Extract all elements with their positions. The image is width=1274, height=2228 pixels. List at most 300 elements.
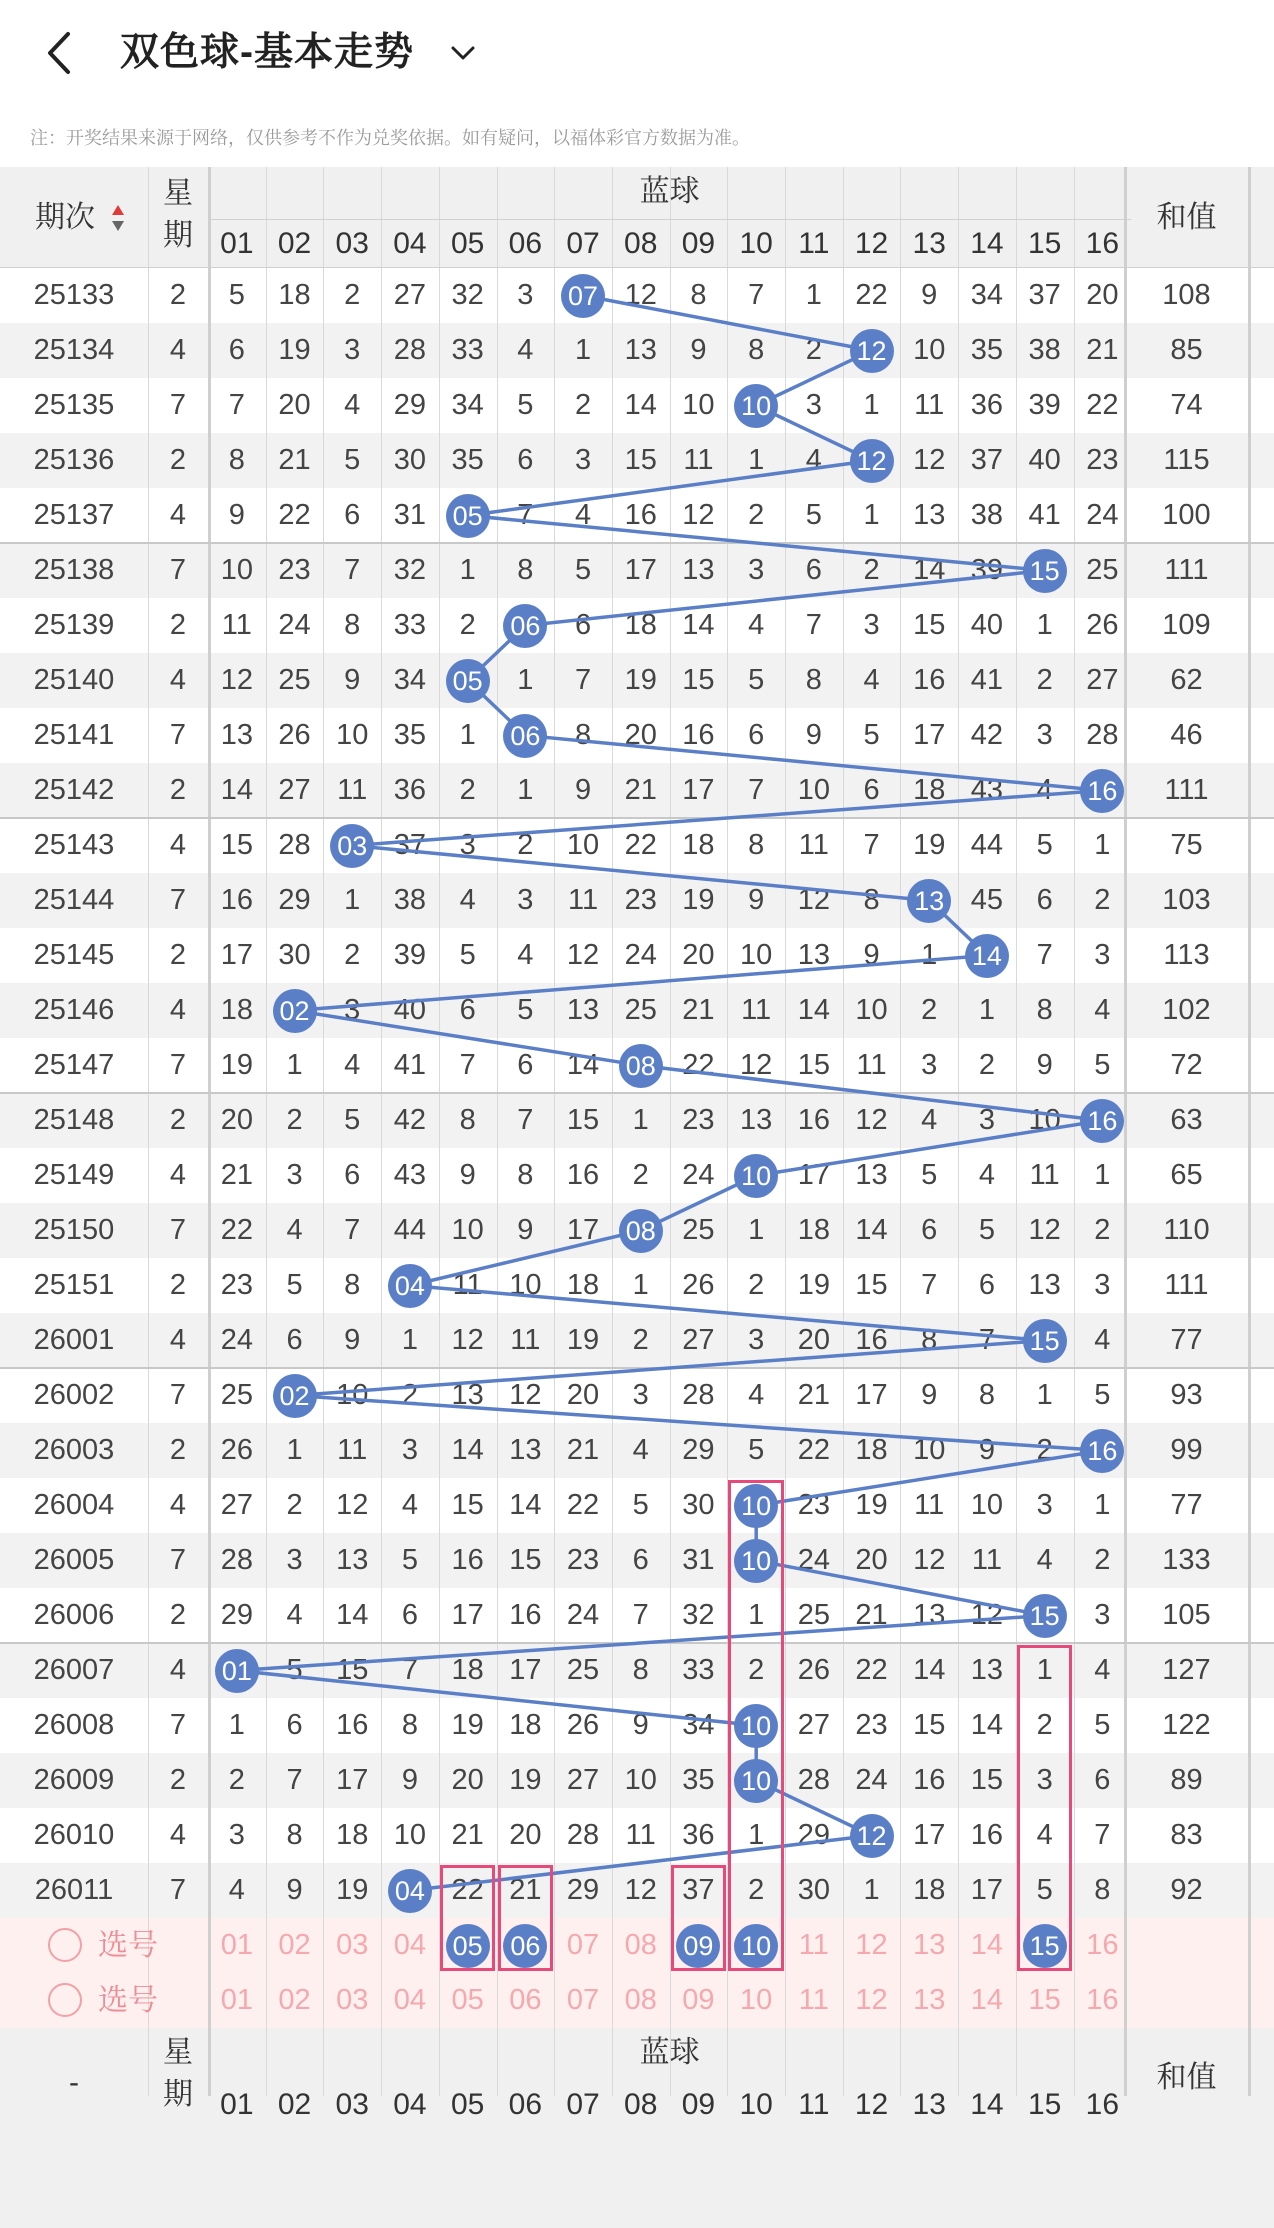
highlight-box-05 <box>440 1865 496 1971</box>
omission-value: 25 <box>1086 554 1119 586</box>
pick-number[interactable]: 10 <box>740 1984 773 2016</box>
omission-value: 5 <box>1036 829 1053 861</box>
omission-value: 12 <box>624 279 657 311</box>
omission-value: 18 <box>336 1819 369 1851</box>
omission-value: 7 <box>978 1324 995 1356</box>
omission-value: 29 <box>220 1599 253 1631</box>
omission-value: 28 <box>566 1819 600 1851</box>
highlight-box-15 <box>1017 1645 1073 1971</box>
omission-value: 25 <box>566 1654 600 1686</box>
omission-value: 10 <box>451 1214 484 1246</box>
back-arrow-icon[interactable] <box>38 28 82 78</box>
pick-number[interactable]: 14 <box>970 1984 1004 2016</box>
omission-value: 19 <box>509 1764 542 1796</box>
footer-blue: 蓝球 <box>639 2036 700 2069</box>
omission-value: 31 <box>682 1544 715 1576</box>
omission-value: 5 <box>805 499 822 531</box>
omission-value: 1 <box>748 1819 765 1851</box>
omission-value: 1 <box>863 1874 880 1906</box>
drawn-ball: 16 <box>1080 1429 1124 1473</box>
row-week: 7 <box>169 1874 187 1906</box>
pick-number[interactable]: 03 <box>336 1929 369 1961</box>
omission-value: 25 <box>220 1379 253 1411</box>
sort-icon[interactable] <box>110 203 126 233</box>
omission-value: 5 <box>978 1214 995 1246</box>
row-week: 4 <box>169 1819 187 1851</box>
omission-value: 35 <box>451 444 484 476</box>
omission-value: 20 <box>509 1819 542 1851</box>
selected-number-ball[interactable]: 10 <box>734 1924 778 1968</box>
omission-value: 3 <box>978 1104 995 1136</box>
omission-value: 14 <box>336 1599 369 1631</box>
omission-value: 8 <box>401 1709 418 1741</box>
trend-table <box>0 167 1274 2121</box>
omission-value: 2 <box>921 994 938 1026</box>
chevron-down-icon[interactable] <box>446 36 480 70</box>
omission-value: 12 <box>682 499 715 531</box>
row-period: 26006 <box>33 1599 115 1631</box>
pick-number[interactable]: 01 <box>220 1984 253 2016</box>
row-sum: 111 <box>1164 1269 1209 1301</box>
select-radio[interactable] <box>48 1983 82 2017</box>
pick-number[interactable]: 07 <box>566 1984 600 2016</box>
omission-value: 9 <box>344 1324 361 1356</box>
omission-value: 11 <box>337 774 368 806</box>
row-sum: 109 <box>1162 609 1211 641</box>
row-sum: 93 <box>1170 1379 1203 1411</box>
omission-value: 16 <box>566 1159 600 1191</box>
omission-value: 3 <box>1036 719 1053 751</box>
drawn-ball: 16 <box>1080 769 1124 813</box>
omission-value: 12 <box>913 444 946 476</box>
omission-value: 1 <box>401 1324 418 1356</box>
row-period: 26010 <box>33 1819 115 1851</box>
row-period: 26005 <box>33 1544 115 1576</box>
omission-value: 36 <box>970 389 1004 421</box>
omission-value: 5 <box>344 444 361 476</box>
row-period: 25136 <box>33 444 115 476</box>
omission-value: 16 <box>624 499 657 531</box>
row-week: 2 <box>169 774 187 806</box>
omission-value: 10 <box>220 554 253 586</box>
omission-value: 33 <box>682 1654 715 1686</box>
omission-value: 15 <box>451 1489 484 1521</box>
omission-value: 9 <box>921 1379 938 1411</box>
omission-value: 36 <box>393 774 427 806</box>
omission-value: 41 <box>1028 499 1061 531</box>
omission-value: 9 <box>978 1434 995 1466</box>
omission-value: 33 <box>393 609 427 641</box>
row-period: 26011 <box>34 1874 114 1906</box>
row-week: 4 <box>169 1324 187 1356</box>
drawn-ball: 12 <box>850 439 894 483</box>
omission-value: 6 <box>517 1049 534 1081</box>
drawn-ball: 15 <box>1023 1594 1067 1638</box>
row-sum: 46 <box>1170 719 1203 751</box>
omission-value: 1 <box>459 719 476 751</box>
col-header-number: 02 <box>277 227 312 260</box>
omission-value: 15 <box>624 444 657 476</box>
omission-value: 27 <box>566 1764 600 1796</box>
omission-value: 1 <box>517 774 534 806</box>
omission-value: 10 <box>855 994 888 1026</box>
row-week: 4 <box>169 334 187 366</box>
omission-value: 6 <box>517 444 534 476</box>
omission-value: 10 <box>336 1379 369 1411</box>
pick-number[interactable]: 08 <box>624 1929 657 1961</box>
omission-value: 7 <box>574 664 592 696</box>
footer-col-number: 11 <box>798 2088 830 2121</box>
row-period: 25138 <box>33 554 115 586</box>
row-period: 25142 <box>33 774 115 806</box>
pick-number[interactable]: 12 <box>855 1929 888 1961</box>
omission-value: 17 <box>682 774 715 806</box>
omission-value: 22 <box>624 829 657 861</box>
omission-value: 2 <box>401 1379 418 1411</box>
col-header-number: 04 <box>393 227 427 260</box>
footer-col-number: 09 <box>681 2088 716 2121</box>
pick-number[interactable]: 04 <box>393 1984 427 2016</box>
pick-number[interactable]: 03 <box>336 1984 369 2016</box>
omission-value: 13 <box>740 1104 773 1136</box>
row-period: 25146 <box>33 994 115 1026</box>
omission-value: 17 <box>797 1159 830 1191</box>
omission-value: 26 <box>797 1654 830 1686</box>
row-sum: 100 <box>1162 499 1211 531</box>
omission-value: 27 <box>220 1489 253 1521</box>
omission-value: 43 <box>970 774 1004 806</box>
omission-value: 12 <box>220 664 253 696</box>
omission-value: 7 <box>632 1599 649 1631</box>
row-week: 7 <box>169 1049 187 1081</box>
omission-value: 22 <box>451 1874 484 1906</box>
omission-value: 9 <box>748 884 765 916</box>
row-period: 25148 <box>33 1104 115 1136</box>
col-header-period[interactable]: 期次 <box>35 201 95 234</box>
omission-value: 10 <box>913 1434 946 1466</box>
omission-value: 17 <box>509 1654 542 1686</box>
omission-value: 21 <box>624 774 657 806</box>
omission-value: 11 <box>914 1489 945 1521</box>
drawn-ball: 15 <box>1023 549 1067 593</box>
omission-value: 12 <box>624 1874 657 1906</box>
omission-value: 21 <box>278 444 311 476</box>
omission-value: 18 <box>624 609 657 641</box>
omission-value: 16 <box>682 719 715 751</box>
pick-row-label[interactable]: 选号 <box>98 1984 158 2017</box>
omission-value: 9 <box>517 1214 534 1246</box>
omission-value: 8 <box>748 334 765 366</box>
pick-number[interactable]: 16 <box>1086 1984 1119 2016</box>
col-header-number: 15 <box>1027 227 1062 260</box>
omission-value: 5 <box>344 1104 361 1136</box>
pick-number[interactable]: 05 <box>451 1984 484 2016</box>
omission-value: 19 <box>624 664 657 696</box>
pick-number[interactable]: 02 <box>278 1984 311 2016</box>
omission-value: 4 <box>978 1159 995 1191</box>
omission-value: 4 <box>459 884 476 916</box>
omission-value: 28 <box>682 1379 715 1411</box>
omission-value: 14 <box>624 389 657 421</box>
drawn-ball: 12 <box>850 1814 894 1858</box>
omission-value: 34 <box>970 279 1004 311</box>
omission-value: 41 <box>970 664 1004 696</box>
omission-value: 4 <box>748 609 765 641</box>
row-sum: 65 <box>1170 1159 1203 1191</box>
pick-number[interactable]: 08 <box>624 1984 657 2016</box>
omission-value: 11 <box>625 1819 656 1851</box>
omission-value: 19 <box>913 829 946 861</box>
omission-value: 8 <box>517 1159 534 1191</box>
col-header-sum: 和值 <box>1156 201 1217 234</box>
omission-value: 21 <box>855 1599 888 1631</box>
omission-value: 37 <box>682 1874 715 1906</box>
omission-value: 26 <box>566 1709 600 1741</box>
omission-value: 22 <box>682 1049 715 1081</box>
row-period: 25143 <box>33 829 115 861</box>
omission-value: 34 <box>682 1709 715 1741</box>
pick-number[interactable]: 02 <box>278 1929 311 1961</box>
omission-value: 9 <box>574 774 592 806</box>
drawn-ball: 12 <box>850 329 894 373</box>
omission-value: 32 <box>393 554 427 586</box>
omission-value: 16 <box>451 1544 484 1576</box>
omission-value: 5 <box>286 1654 303 1686</box>
row-sum: 133 <box>1162 1544 1211 1576</box>
omission-value: 15 <box>336 1654 369 1686</box>
omission-value: 27 <box>797 1709 830 1741</box>
omission-value: 26 <box>1086 609 1119 641</box>
col-header-number: 03 <box>335 227 369 260</box>
omission-value: 4 <box>805 444 822 476</box>
omission-value: 13 <box>913 499 946 531</box>
highlight-box-09 <box>671 1865 727 1971</box>
omission-value: 11 <box>683 444 714 476</box>
omission-value: 13 <box>509 1434 542 1466</box>
pick-row-label[interactable]: 选号 <box>98 1929 158 1962</box>
omission-value: 31 <box>393 499 427 531</box>
omission-value: 4 <box>1094 1324 1111 1356</box>
footer-col-number: 01 <box>220 2088 254 2121</box>
omission-value: 4 <box>574 499 592 531</box>
footer-col-number: 14 <box>970 2088 1004 2121</box>
omission-value: 32 <box>451 279 484 311</box>
pick-number[interactable]: 15 <box>1028 1984 1061 2016</box>
omission-value: 21 <box>797 1379 830 1411</box>
row-week: 7 <box>169 1709 187 1741</box>
omission-value: 18 <box>913 774 946 806</box>
col-header-number: 07 <box>566 227 600 260</box>
omission-value: 3 <box>921 1049 938 1081</box>
omission-value: 11 <box>741 994 772 1026</box>
pick-number[interactable]: 07 <box>566 1929 600 1961</box>
row-week: 2 <box>169 1599 187 1631</box>
selected-number-ball[interactable]: 06 <box>503 1924 547 1968</box>
drawn-ball: 10 <box>734 1759 778 1803</box>
omission-value: 8 <box>1094 1874 1111 1906</box>
omission-value: 38 <box>1028 334 1061 366</box>
omission-value: 2 <box>1036 664 1053 696</box>
omission-value: 17 <box>336 1764 369 1796</box>
row-week: 4 <box>169 1654 187 1686</box>
drawn-ball: 16 <box>1080 1099 1124 1143</box>
pick-number[interactable]: 13 <box>913 1929 946 1961</box>
omission-value: 18 <box>509 1709 542 1741</box>
omission-value: 14 <box>797 994 830 1026</box>
omission-value: 21 <box>1086 334 1119 366</box>
omission-value: 27 <box>682 1324 715 1356</box>
row-sum: 99 <box>1170 1434 1203 1466</box>
pick-number[interactable]: 09 <box>682 1984 715 2016</box>
pick-number[interactable]: 01 <box>220 1929 253 1961</box>
row-period: 26001 <box>33 1324 115 1356</box>
omission-value: 25 <box>682 1214 715 1246</box>
row-week: 4 <box>169 1159 187 1191</box>
row-sum: 103 <box>1162 884 1211 916</box>
omission-value: 20 <box>566 1379 600 1411</box>
omission-value: 21 <box>566 1434 600 1466</box>
omission-value: 40 <box>393 994 427 1026</box>
omission-value: 17 <box>855 1379 888 1411</box>
omission-value: 14 <box>855 1214 888 1246</box>
selected-number-ball[interactable]: 05 <box>446 1924 490 1968</box>
omission-value: 24 <box>1086 499 1119 531</box>
omission-value: 1 <box>632 1269 649 1301</box>
omission-value: 13 <box>855 1159 888 1191</box>
omission-value: 4 <box>286 1214 303 1246</box>
col-header-number: 06 <box>508 227 543 260</box>
omission-value: 9 <box>1036 1049 1053 1081</box>
omission-value: 17 <box>220 939 253 971</box>
row-week: 4 <box>169 994 187 1026</box>
omission-value: 19 <box>220 1049 253 1081</box>
omission-value: 35 <box>682 1764 715 1796</box>
pick-number[interactable]: 06 <box>509 1984 542 2016</box>
pick-number[interactable]: 04 <box>393 1929 427 1961</box>
row-sum: 115 <box>1163 444 1210 476</box>
omission-value: 15 <box>913 1709 946 1741</box>
pick-number[interactable]: 11 <box>798 1984 829 2016</box>
omission-value: 26 <box>278 719 311 751</box>
omission-value: 6 <box>863 774 880 806</box>
omission-value: 14 <box>913 554 946 586</box>
omission-value: 13 <box>336 1544 369 1576</box>
selected-number-ball[interactable]: 09 <box>676 1924 720 1968</box>
omission-value: 5 <box>748 664 765 696</box>
page-title[interactable]: 双色球-基本走势 <box>120 31 414 74</box>
omission-value: 1 <box>1094 1159 1111 1191</box>
omission-value: 8 <box>921 1324 938 1356</box>
selected-number-ball[interactable]: 15 <box>1023 1924 1067 1968</box>
omission-value: 5 <box>286 1269 303 1301</box>
omission-value: 4 <box>228 1874 245 1906</box>
omission-value: 6 <box>459 994 476 1026</box>
omission-value: 21 <box>220 1159 253 1191</box>
omission-value: 1 <box>978 994 995 1026</box>
omission-value: 44 <box>393 1214 427 1246</box>
omission-value: 11 <box>971 1544 1002 1576</box>
omission-value: 14 <box>566 1049 600 1081</box>
omission-value: 1 <box>1094 829 1111 861</box>
omission-value: 3 <box>1036 1764 1053 1796</box>
omission-value: 19 <box>797 1269 830 1301</box>
omission-value: 12 <box>797 884 830 916</box>
row-week: 7 <box>169 719 187 751</box>
omission-value: 16 <box>220 884 253 916</box>
omission-value: 20 <box>855 1544 888 1576</box>
omission-value: 26 <box>220 1434 253 1466</box>
pick-number[interactable]: 11 <box>798 1929 829 1961</box>
drawn-ball: 13 <box>907 879 951 923</box>
row-sum: 113 <box>1163 939 1210 971</box>
omission-value: 4 <box>1036 774 1053 806</box>
omission-value: 3 <box>748 1324 765 1356</box>
pick-number[interactable]: 16 <box>1086 1929 1119 1961</box>
omission-value: 10 <box>682 389 715 421</box>
omission-value: 13 <box>451 1379 484 1411</box>
row-period: 26003 <box>33 1434 115 1466</box>
omission-value: 16 <box>509 1599 542 1631</box>
omission-value: 27 <box>278 774 311 806</box>
omission-value: 2 <box>344 279 361 311</box>
row-week: 4 <box>169 664 187 696</box>
omission-value: 20 <box>1086 279 1119 311</box>
omission-value: 9 <box>863 939 880 971</box>
omission-value: 7 <box>1094 1819 1111 1851</box>
omission-value: 2 <box>748 499 765 531</box>
omission-value: 7 <box>401 1654 418 1686</box>
drawn-ball: 08 <box>619 1044 663 1088</box>
omission-value: 12 <box>336 1489 369 1521</box>
pick-number[interactable]: 14 <box>970 1929 1004 1961</box>
omission-value: 10 <box>336 719 369 751</box>
row-week: 2 <box>169 609 187 641</box>
col-header-number: 01 <box>220 227 254 260</box>
omission-value: 6 <box>286 1324 303 1356</box>
omission-value: 5 <box>921 1159 938 1191</box>
pick-number[interactable]: 12 <box>855 1984 888 2016</box>
omission-value: 7 <box>748 279 765 311</box>
footer-col-number: 02 <box>277 2088 312 2121</box>
omission-value: 2 <box>459 609 476 641</box>
row-week: 4 <box>169 1489 187 1521</box>
row-period: 26004 <box>33 1489 115 1521</box>
omission-value: 22 <box>797 1434 830 1466</box>
row-sum: 111 <box>1164 554 1209 586</box>
omission-value: 6 <box>632 1544 649 1576</box>
omission-value: 16 <box>336 1709 369 1741</box>
select-radio[interactable] <box>48 1928 82 1962</box>
omission-value: 5 <box>1094 1379 1111 1411</box>
omission-value: 11 <box>337 1434 368 1466</box>
pick-number[interactable]: 13 <box>913 1984 946 2016</box>
row-week: 7 <box>169 1544 187 1576</box>
drawn-ball: 06 <box>503 714 547 758</box>
omission-value: 12 <box>855 1104 888 1136</box>
omission-value: 28 <box>1086 719 1119 751</box>
omission-value: 1 <box>921 939 938 971</box>
omission-value: 37 <box>393 829 427 861</box>
omission-value: 25 <box>278 664 311 696</box>
omission-value: 5 <box>1094 1049 1111 1081</box>
omission-value: 24 <box>566 1599 600 1631</box>
omission-value: 3 <box>632 1379 649 1411</box>
omission-value: 30 <box>393 444 427 476</box>
row-period: 25135 <box>33 389 115 421</box>
col-header-number: 13 <box>912 227 946 260</box>
omission-value: 6 <box>401 1599 418 1631</box>
omission-value: 3 <box>1094 939 1111 971</box>
